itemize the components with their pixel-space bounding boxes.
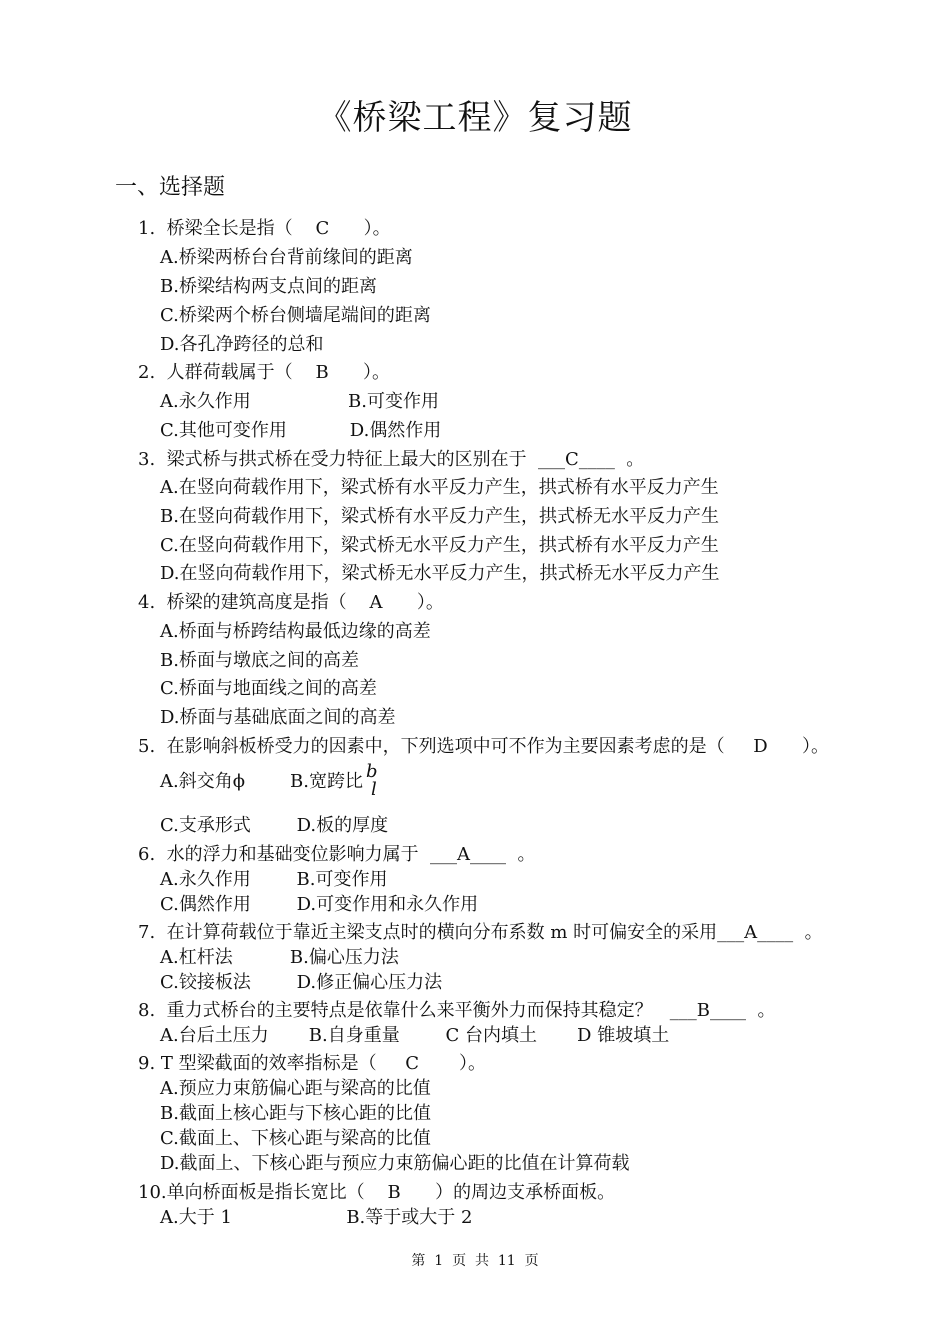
q5-option-b — [290, 761, 381, 800]
option-line: B.桥面与墩底之间的高差 — [160, 650, 359, 671]
option-line: D.截面上、下核心距与预应力束筋偏心距的比值在计算荷载 — [160, 1153, 630, 1174]
option-line: C.截面上、下核心距与梁高的比值 — [160, 1128, 431, 1149]
option-line: C.铰接板法 D.修正偏心压力法 — [160, 972, 443, 993]
option-line: A.杠杆法 B.偏心压力法 — [160, 947, 399, 968]
option-line: D.在竖向荷载作用下，梁式桥无水平反力产生，拱式桥无水平反力产生 — [160, 563, 720, 584]
option-line: C.其他可变作用 D.偶然作用 — [160, 420, 442, 441]
option-line: D.各孔净跨径的总和 — [160, 334, 324, 355]
question-10: 10.单向桥面板是指长宽比（ B ）的周边支承桥面板。 — [138, 1182, 616, 1203]
page-footer: 第 1 页 共 11 页 — [411, 1253, 539, 1269]
option-line: A.桥面与桥跨结构最低边缘的高差 — [160, 621, 431, 642]
option-line: C.在竖向荷载作用下，梁式桥无水平反力产生，拱式桥有水平反力产生 — [160, 535, 719, 556]
question-8: 8. 重力式桥台的主要特点是依靠什么来平衡外力而保持其稳定？ ___B____ 。 — [138, 1000, 776, 1021]
option-line: A.大于 1 B.等于或大于 2 — [160, 1207, 473, 1228]
question-7: 7. 在计算荷载位于靠近主梁支点时的横向分布系数 m 时可偏安全的采用___A____ 。 — [138, 922, 823, 943]
option-line: A.在竖向荷载作用下，梁式桥有水平反力产生，拱式桥有水平反力产生 — [160, 477, 719, 498]
option-line: B.桥梁结构两支点间的距离 — [160, 276, 377, 297]
section-heading: 一、选择题 — [115, 175, 226, 200]
option-line: A.预应力束筋偏心距与梁高的比值 — [160, 1078, 431, 1099]
option-line: D.桥面与基础底面之间的高差 — [160, 707, 396, 728]
option-line: A.永久作用 B.可变作用 — [160, 869, 388, 890]
option-line: C.桥面与地面线之间的高差 — [160, 678, 377, 699]
question-1: 1. 桥梁全长是指（ C ）。 — [138, 218, 391, 239]
option-line: B.在竖向荷载作用下，梁式桥有水平反力产生，拱式桥无水平反力产生 — [160, 506, 719, 527]
option-line: C.支承形式 D.板的厚度 — [160, 815, 389, 836]
q5-option-a: A.斜交角ϕ — [160, 771, 245, 792]
option-line: C.桥梁两个桥台侧墙尾端间的距离 — [160, 305, 431, 326]
question-9: 9. T 型梁截面的效率指标是（ C ）。 — [138, 1053, 487, 1074]
option-line: A.永久作用 B.可变作用 — [160, 391, 439, 412]
q5-option-b-label: B.宽跨比 — [290, 771, 363, 792]
option-line: C.偶然作用 D.可变作用和永久作用 — [160, 894, 479, 915]
question-4: 4. 桥梁的建筑高度是指（ A ）。 — [138, 592, 444, 613]
fraction-b-over-l — [363, 761, 381, 800]
fraction-numerator: b — [365, 761, 378, 782]
question-3: 3. 梁式桥与拱式桥在受力特征上最大的区别在于 ___C____ 。 — [138, 449, 645, 470]
option-line: B.截面上核心距与下核心距的比值 — [160, 1103, 431, 1124]
question-6: 6. 水的浮力和基础变位影响力属于 ___A____ 。 — [138, 844, 536, 865]
question-2: 2. 人群荷载属于（ B ）。 — [138, 362, 391, 383]
option-line: A.台后土压力 B.自身重量 C 台内填土 D 锥坡填土 — [160, 1025, 670, 1046]
fraction-denominator: l — [370, 779, 377, 800]
page-title: 《桥梁工程》复习题 — [317, 98, 633, 138]
option-line: A.桥梁两桥台台背前缘间的距离 — [160, 247, 413, 268]
question-5: 5. 在影响斜板桥受力的因素中，下列选项中可不作为主要因素考虑的是（ D ）。 — [138, 736, 829, 757]
